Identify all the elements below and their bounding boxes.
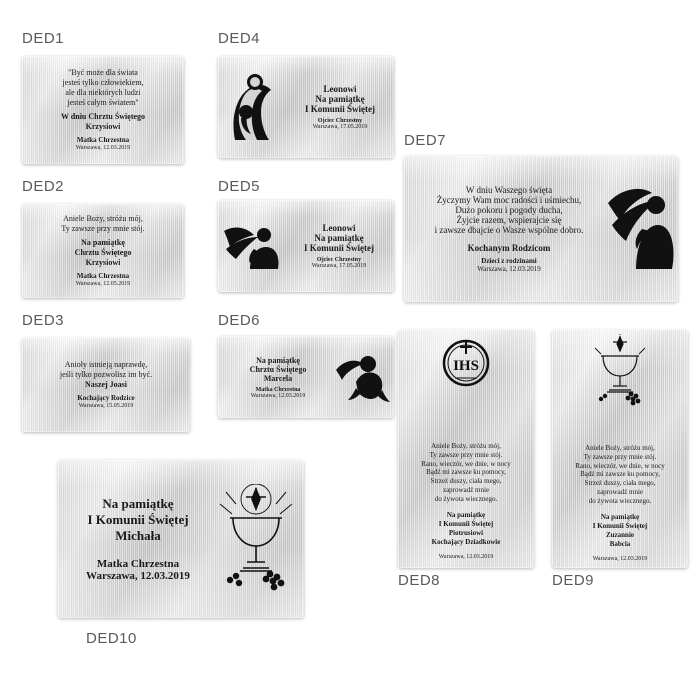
svg-text:IHS: IHS <box>453 358 479 375</box>
occasion-line: I Komunii Świętej <box>438 520 494 529</box>
plate-ded1-text <box>22 68 184 152</box>
plate-ded5[interactable] <box>218 200 394 292</box>
plate-caption-ded1: DED1 <box>22 30 65 47</box>
recipient-name: Zuzannie <box>605 530 634 539</box>
plate-ded6[interactable] <box>218 336 394 418</box>
occasion-line: Chrztu Świętego <box>74 247 132 257</box>
plate-caption-ded2: DED2 <box>22 178 65 195</box>
quote-line: Rano, wieczór, we dnie, w nocy <box>575 461 665 470</box>
place-date: Warszawa, 12.05.2019 <box>75 280 131 287</box>
plate-ded3[interactable] <box>22 338 190 432</box>
place-date: Warszawa, 17.05.2019 <box>311 263 367 269</box>
occasion-line: Na pamiątkę <box>256 355 300 365</box>
quote-line: Ty zawsze przy mnie stój. <box>583 452 657 461</box>
plate-caption-ded8: DED8 <box>398 572 441 589</box>
chalice-with-grapes-icon <box>562 334 678 406</box>
quote-line: Rano, wieczór, we dnie, w nocy <box>421 459 511 468</box>
plate-caption-ded5: DED5 <box>218 178 261 195</box>
plate-ded9-text <box>552 334 688 564</box>
plate-caption-ded4: DED4 <box>218 30 261 47</box>
quote-line: i zawsze dbajcie o Wasze wspólne dobro. <box>434 225 584 235</box>
quote-line: Bądź mi zawsze ku pomocy, <box>426 468 506 477</box>
occasion-line: Na pamiątkę <box>314 233 364 243</box>
plate-caption-ded9: DED9 <box>552 572 595 589</box>
signature-line: Kochający Dziadkowie <box>431 537 501 546</box>
quote-line: Aniele Boży, stróżu mój, <box>431 442 501 451</box>
quote-line: do żywota wiecznego. <box>588 496 652 505</box>
recipient-name: Leonowi <box>323 84 357 94</box>
quote-line: do żywota wiecznego. <box>434 494 498 503</box>
plate-ded9[interactable] <box>552 330 688 568</box>
quote-line: Aniele Boży, stróżu mój, <box>585 444 655 453</box>
plate-caption-ded7: DED7 <box>404 132 447 149</box>
recipient-name: Naszej Joasi <box>85 379 127 389</box>
recipient-name: Piotrusiowi <box>448 528 484 537</box>
plate-ded8[interactable] <box>398 330 534 568</box>
plate-ded6-text <box>218 356 332 399</box>
signature-line: Dzieci z rodzinami <box>481 257 537 265</box>
guardian-angel-icon <box>604 181 678 277</box>
praying-angel-icon <box>218 215 284 277</box>
signature-line: Matka Chrzestna <box>96 558 180 570</box>
recipient-name: Kochanym Rodzicom <box>467 243 551 253</box>
occasion-line: I Komunii Świętej <box>87 512 189 527</box>
recipient-name: Leonowi <box>322 223 356 233</box>
occasion-line: I Komunii Świętej <box>303 243 374 253</box>
occasion-line: Na pamiątkę <box>315 94 365 104</box>
plate-ded10-text <box>58 496 208 582</box>
quote-line: Strzeż duszy, ciała mego, <box>584 479 656 488</box>
place-date: Warszawa, 12.03.2019 <box>86 570 190 582</box>
place-date: Warszawa, 12.03.2019 <box>592 556 648 563</box>
quote-line: "Być może dla świata <box>68 67 138 77</box>
plate-ded8-text <box>398 336 534 562</box>
occasion-line: Na pamiątkę <box>446 511 486 520</box>
plate-ded5-text <box>284 223 394 269</box>
place-date: Warszawa, 12.03.2019 <box>250 392 306 399</box>
quote-line: Strzeż duszy, ciała mego, <box>430 477 502 486</box>
recipient-name: Krzysiowi <box>85 257 121 267</box>
quote-line: jesteś tylko człowiekiem, <box>62 77 144 87</box>
quote-line: zaprowadź mnie <box>596 487 644 496</box>
flying-cherub-icon <box>332 348 394 406</box>
plate-caption-ded10: DED10 <box>86 630 137 647</box>
signature-line: Ojciec Chrzestny <box>317 118 363 124</box>
quote-line: jeśli tylko pozwolisz im być. <box>59 369 153 379</box>
madonna-with-child-icon <box>218 70 286 144</box>
quote-line: Dużo pokoru i pogody ducha, <box>455 205 563 215</box>
quote-line: Aniele Boży, stróżu mój, <box>63 213 143 223</box>
signature-line: Kochający Rodzice <box>77 393 135 402</box>
occasion-line: I Komunii Świętej <box>304 104 375 114</box>
plate-ded7-text <box>404 185 604 273</box>
place-date: Warszawa, 15.05.2019 <box>78 402 134 409</box>
occasion-line: Na pamiątkę <box>600 513 640 522</box>
plate-ded2-text <box>22 214 184 288</box>
signature-line: Matka Chrzestna <box>76 135 130 144</box>
occasion-line: I Komunii Świętej <box>592 522 648 531</box>
quote-line: Bądź mi zawsze ku pomocy, <box>580 470 660 479</box>
quote-line: W dniu Waszego święta <box>465 185 553 195</box>
place-date: Warszawa, 17.05.2019 <box>312 124 368 130</box>
signature-line: Matka Chrzestna <box>76 271 130 280</box>
plate-ded4[interactable] <box>218 56 394 158</box>
signature-line: Ojciec Chrzestny <box>316 257 362 263</box>
plate-ded10[interactable] <box>58 460 304 618</box>
plate-ded1[interactable] <box>22 56 184 164</box>
quote-line: Ty zawsze przy mnie stój. <box>429 450 503 459</box>
quote-line: zaprowadź mnie <box>442 485 490 494</box>
quote-line: Życzymy Wam moc radości i uśmiechu, <box>436 195 582 205</box>
plate-ded4-text <box>286 84 394 130</box>
plate-ded2[interactable] <box>22 204 184 298</box>
occasion-line: Chrztu Świętego <box>249 364 307 374</box>
plate-caption-ded6: DED6 <box>218 312 261 329</box>
place-date: Warszawa, 12.03.2019 <box>477 265 541 273</box>
quote-line: Ty zawsze przy mnie stój. <box>61 223 145 233</box>
recipient-name: Michała <box>115 528 161 543</box>
signature-line: Matka Chrzestna <box>255 386 301 393</box>
quote-line: Anioły istnieją naprawdę, <box>64 359 148 369</box>
quote-line: ale dla niektórych ludzi <box>65 87 141 97</box>
place-date: Warszawa, 12.03.2019 <box>75 144 131 151</box>
quote-line: Żyjcie razem, wspierajcie się <box>456 215 562 225</box>
plate-ded3-text <box>22 360 190 410</box>
recipient-name: Krzysiowi <box>85 121 121 131</box>
signature-line: Babcia <box>609 539 631 548</box>
plate-caption-ded3: DED3 <box>22 312 65 329</box>
place-date: Warszawa, 12.03.2019 <box>438 554 494 561</box>
chalice-with-grapes-icon <box>208 484 304 594</box>
quote-line: jesteś całym światem" <box>67 97 139 107</box>
occasion-line: W dniu Chrztu Świętego <box>60 111 146 121</box>
recipient-name: Marcela <box>263 373 293 383</box>
occasion-line: Na pamiątkę <box>102 496 174 511</box>
ihs-monogram-icon <box>408 336 524 390</box>
occasion-line: Na pamiątkę <box>81 237 125 247</box>
plate-ded7[interactable] <box>404 156 678 302</box>
